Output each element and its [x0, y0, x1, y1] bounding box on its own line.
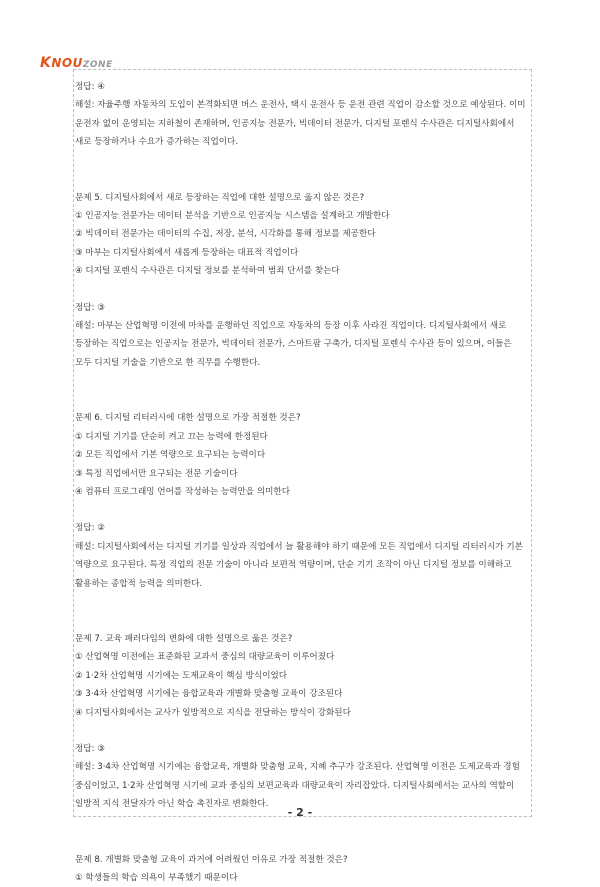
- explanation-text: 해설: 3·4차 산업혁명 시기에는 융합교육, 개별화 맞춤형 교육, 지혜 추구가 강조된다. 산업혁명 이전은 도제교육과 경험 중심이었고, 1·2차 산업혁명 시기에 교과 중심의 보편교육과 대량교육이 자리잡았다. 디지털사회에서는 교사의 역할이 일방적 지식 전달자가 아닌 학습 촉진자로 변화한다.: [75, 762, 520, 810]
- option-item: ② 빅데이터 전문가는 데이터의 수집, 저장, 분석, 시각화를 통해 정보를 제공한다: [75, 229, 376, 240]
- option-item: ④ 디지털사회에서는 교사가 일방적으로 지식을 전달하는 방식이 강화된다: [75, 707, 351, 718]
- option-item: ① 학생들의 학습 의욕이 부족했기 때문이다: [75, 873, 238, 883]
- option-item: ③ 마부는 디지털사회에서 새롭게 등장하는 대표적 직업이다: [75, 247, 299, 258]
- option-item: ④ 컴퓨터 프로그래밍 언어를 작성하는 능력만을 의미한다: [75, 486, 291, 497]
- option-item: ① 인공지능 전문가는 데이터 분석을 기반으로 인공지능 시스템을 설계하고 개발한다: [75, 211, 390, 222]
- question-title: 문제 8. 개별화 맞춤형 교육이 과거에 어려웠던 이유로 가장 적절한 것은?: [75, 854, 348, 865]
- option-item: ③ 특정 직업에서만 요구되는 전문 기술이다: [75, 468, 238, 479]
- question-title: 문제 7. 교육 패러다임의 변화에 대한 설명으로 옳은 것은?: [75, 633, 293, 644]
- option-item: ④ 디지털 포렌식 수사관은 디지털 정보를 분석하여 범죄 단서를 찾는다: [75, 266, 340, 277]
- question-title: 문제 6. 디지털 리터러시에 대한 설명으로 가장 적절한 것은?: [75, 413, 301, 424]
- answer-line: 정답: ④: [75, 82, 105, 92]
- option-item: ② 1·2차 산업혁명 시기에는 도제교육이 핵심 방식이었다: [75, 670, 288, 681]
- option-item: ① 산업혁명 이전에는 표준화된 교과서 중심의 대량교육이 이루어졌다: [75, 652, 335, 663]
- knouzone-logo: KNOUZONE: [40, 55, 113, 71]
- document-body: [75, 78, 530, 887]
- question-title: 문제 5. 디지털사회에서 새로 등장하는 직업에 대한 설명으로 옳지 않은 것은?: [75, 192, 365, 203]
- option-item: ③ 3·4차 산업혁명 시기에는 융합교육과 개별화 맞춤형 교육이 강조된다: [75, 689, 343, 700]
- answer-line: 정답: ③: [75, 302, 105, 313]
- explanation-text: 해설: 자율주행 자동차의 도입이 본격화되면 버스 운전사, 택시 운전사 등 운전 관련 직업이 감소할 것으로 예상된다. 이미 운전자 없이 운영되는 지하철이 존재하며, 인공지능 전문가, 빅데이터 전문가, 디지털 포렌식 수사관은 디지털사회에서 새로 등장하거나 수요가 증가하는 직업이다.: [75, 100, 526, 148]
- explanation-text: 해설: 디지털사회에서는 디지털 기기를 일상과 직업에서 늘 활용해야 하기 때문에 모든 직업에서 디지털 리터러시가 기본 역량으로 요구된다. 특정 직업의 전문 기술이 아니라 보편적 역량이며, 단순 기기 조작이 아닌 디지털 정보를 이해하고 활용하는 종합적 능력을 의미한다.: [75, 541, 523, 589]
- option-item: ② 모든 직업에서 기본 역량으로 요구되는 능력이다: [75, 450, 266, 461]
- option-item: ① 디지털 기기를 단순히 켜고 끄는 능력에 한정된다: [75, 431, 268, 442]
- explanation-text: 해설: 마부는 산업혁명 이전에 마차를 운행하던 직업으로 자동차의 등장 이후 사라진 직업이다. 디지털사회에서 새로 등장하는 직업으로는 인공지능 전문가, 빅데이터 전문가, 스마트팜 구축가, 디지털 포렌식 수사관 등이 있으며, 이들은 모두 디지털 기술을 기반으로 한 직무를 수행한다.: [75, 321, 512, 368]
- answer-line: 정답: ③: [75, 743, 105, 754]
- answer-line: 정답: ②: [75, 523, 105, 534]
- page-number: - 2 -: [287, 806, 313, 819]
